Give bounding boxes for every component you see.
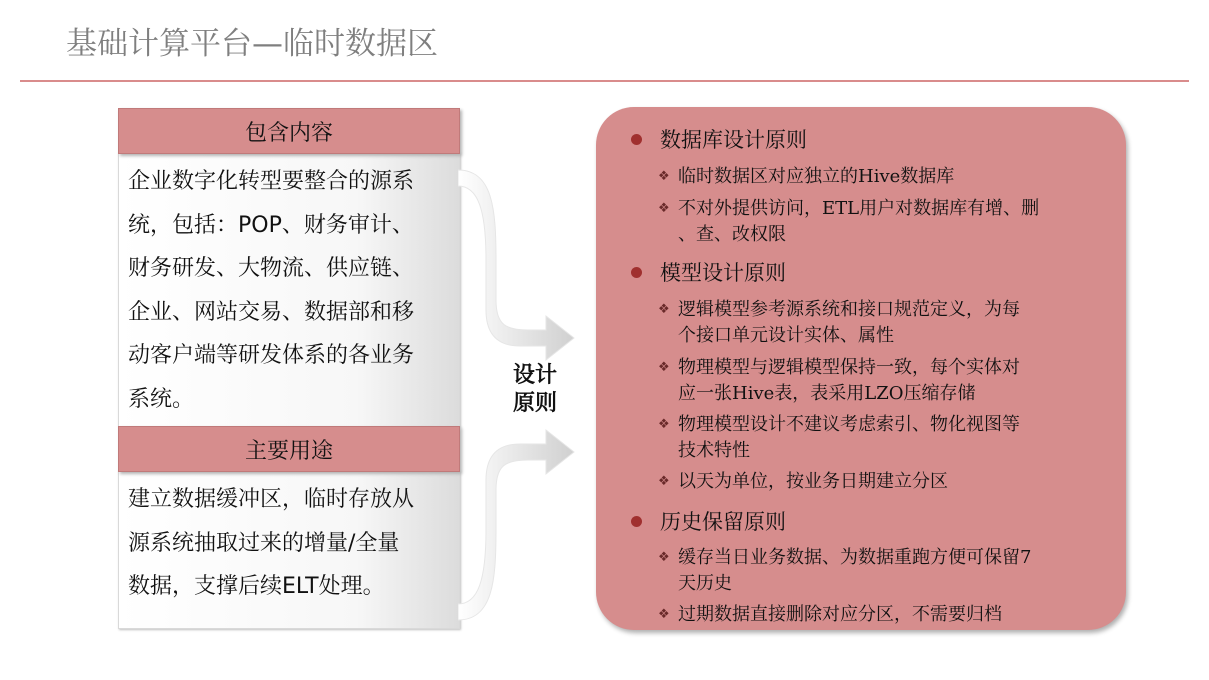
contents-line: 系统。 [128, 386, 195, 412]
list-item: ❖ 临时数据区对应独立的Hive数据库 [658, 164, 1123, 190]
contents-line: 动客户端等研发体系的各业务 [128, 343, 415, 368]
diamond-bullet-icon: ❖ [658, 169, 670, 184]
design-principles-label: 设计 原则 [512, 363, 557, 416]
page-title: 基础计算平台—临时数据区 [66, 26, 438, 62]
list-item: ❖ 以天为单位，按业务日期建立分区 [658, 469, 1123, 495]
diamond-bullet-icon: ❖ [658, 360, 670, 375]
upper-arrow [458, 170, 574, 360]
list-item: ❖ 缓存当日业务数据、为数据重跑方便可保留7 天历史 [658, 547, 1032, 594]
usage-line: 建立数据缓冲区，临时存放从 [128, 487, 415, 512]
lower-arrow [458, 430, 574, 620]
contents-text [128, 160, 448, 421]
bullet-dot-icon [631, 516, 642, 527]
contents-line: 企业、网站交易、数据部和移 [128, 299, 415, 325]
bullet-dot-icon [631, 267, 642, 278]
section-model: 模型设计原则 [631, 257, 786, 287]
list-item: ❖ 物理模型设计不建议考虑索引、物化视图等 技术特性 [658, 414, 1020, 461]
usage-line: 数据，支撑后续ELT处理。 [128, 574, 385, 599]
title-divider [20, 80, 1189, 82]
bullet-dot-icon [631, 134, 642, 145]
list-item: ❖ 过期数据直接删除对应分区，不需要归档 [658, 602, 1123, 628]
diamond-bullet-icon: ❖ [658, 201, 670, 216]
diamond-bullet-icon: ❖ [658, 302, 670, 317]
usage-text [128, 478, 448, 609]
contents-line: 财务研发、大物流、供应链、 [128, 256, 415, 281]
list-item: ❖ 不对外提供访问，ETL用户对数据库有增、删 、查、改权限 [658, 198, 1040, 245]
diamond-bullet-icon: ❖ [658, 550, 670, 565]
usage-header: 主要用途 [118, 426, 460, 472]
section-history: 历史保留原则 [631, 506, 786, 536]
usage-line: 源系统抽取过来的增量/全量 [128, 530, 400, 556]
contents-line: 企业数字化转型要整合的源系 [128, 169, 415, 194]
list-item: ❖ 物理模型与逻辑模型保持一致，每个实体对 应一张Hive表，表采用LZO压缩存储 [658, 357, 1020, 404]
list-item: ❖ 逻辑模型参考源系统和接口规范定义，为每 个接口单元设计实体、属性 [658, 299, 1020, 346]
contents-line: 统，包括：POP、财务审计、 [128, 212, 414, 238]
diamond-bullet-icon: ❖ [658, 607, 670, 622]
diamond-bullet-icon: ❖ [658, 417, 670, 432]
section-database: 数据库设计原则 [631, 124, 807, 154]
contents-header: 包含内容 [118, 108, 460, 154]
diamond-bullet-icon: ❖ [658, 474, 670, 489]
